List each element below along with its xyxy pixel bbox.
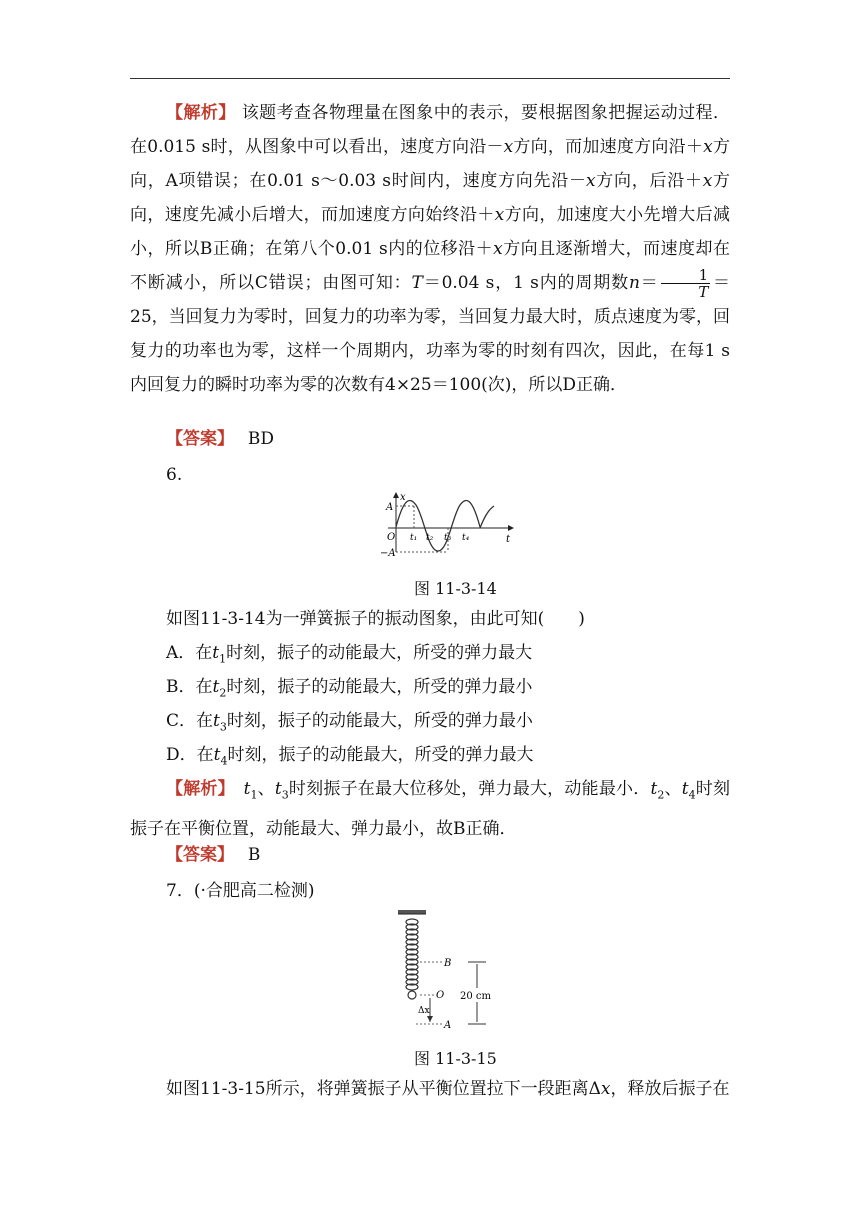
amplitude-label: A (386, 502, 394, 513)
t2-label: t₂ (426, 533, 434, 543)
axis-t-label: t (506, 534, 511, 545)
t3-label: t₃ (444, 533, 452, 543)
q6-number: 6. (166, 465, 183, 485)
neg-amplitude-label: −A (380, 548, 396, 559)
q6-option-d: D．在$t_4$时刻，振子的动能最大，所受的弹力最大 (166, 745, 534, 768)
t1-label: t₁ (410, 533, 418, 543)
q7-number: 7．(·合肥高二检测) (166, 881, 315, 901)
q7-stem: 如图11-3-15所示，将弹簧振子从平衡位置拉下一段距离Δx，释放后振子在 (166, 1079, 730, 1099)
point-o-label: O (436, 990, 445, 1001)
analysis-tag: 【解析】 (166, 103, 236, 123)
figure-11-3-14-graph (358, 490, 518, 560)
q6-answer: 【答案】 B (166, 845, 261, 865)
fig-11-3-14-caption: 图 11-3-14 (414, 579, 497, 598)
q6-analysis: 【解析】 $t_1$、$t_3$时刻振子在最大位移处，弹力最大，动能最小．$t_2$、$t_4$时刻振子在平衡位置，动能最大、弹力最小，故B正确． (130, 779, 731, 840)
q6-option-a: A．在$t_1$时刻，振子的动能最大，所受的弹力最大 (166, 643, 533, 666)
figure-11-3-15-spring (390, 908, 500, 1036)
fraction-1-over-T: $\frac{1}{T}$ (661, 267, 711, 300)
q6-stem: 如图11-3-14为一弹簧振子的振动图象，由此可知( ) (166, 609, 585, 629)
q5-answer: 【答案】 BD (166, 429, 275, 449)
q6-option-c: C．在$t_3$时刻，振子的动能最大，所受的弹力最小 (166, 711, 533, 734)
q5-analysis: 【解析】 该题考查各物理量在图象中的表示，要根据图象把握运动过程．在0.015 s时，从图象中可以看出，速度方向沿－x方向，而加速度方向沿＋x方向，A项错误；在0.01 s～0.03 s时间内，速度方向先沿－x方向，后沿＋x方向，速度先减小后增大，而加速度方向始终沿＋x方向，加速度大小先增大后减小，所以B正确；在第八个0.01 s内的位移沿＋x方向且逐渐增大，而速度却在不断减小，所以C错误；由图可知：T＝0.04 s，1 s内的周期数n＝ $\frac{1}{T}$ ＝25，当回复力为零时，回复力的功率为零，当回复力最大时，质点速度为零，回复力的功率也为零，这样一个周期内，功率为零的时刻有四次，因此，在每1 s内回复力的瞬时功率为零的次数有4×25＝100(次)，所以D正确． (130, 103, 731, 395)
point-b-label: B (444, 958, 452, 969)
point-a-label: A (444, 1020, 452, 1031)
fig-11-3-15-caption: 图 11-3-15 (414, 1049, 497, 1068)
t4-label: t₄ (462, 533, 470, 543)
delta-x-label: Δx (418, 1006, 430, 1016)
header-rule (130, 78, 730, 79)
length-20cm-label: 20 cm (460, 991, 491, 1002)
origin-label: O (387, 532, 396, 543)
axis-x-label: x (400, 492, 406, 503)
q6-option-b: B．在$t_2$时刻，振子的动能最大，所受的弹力最小 (166, 677, 533, 700)
